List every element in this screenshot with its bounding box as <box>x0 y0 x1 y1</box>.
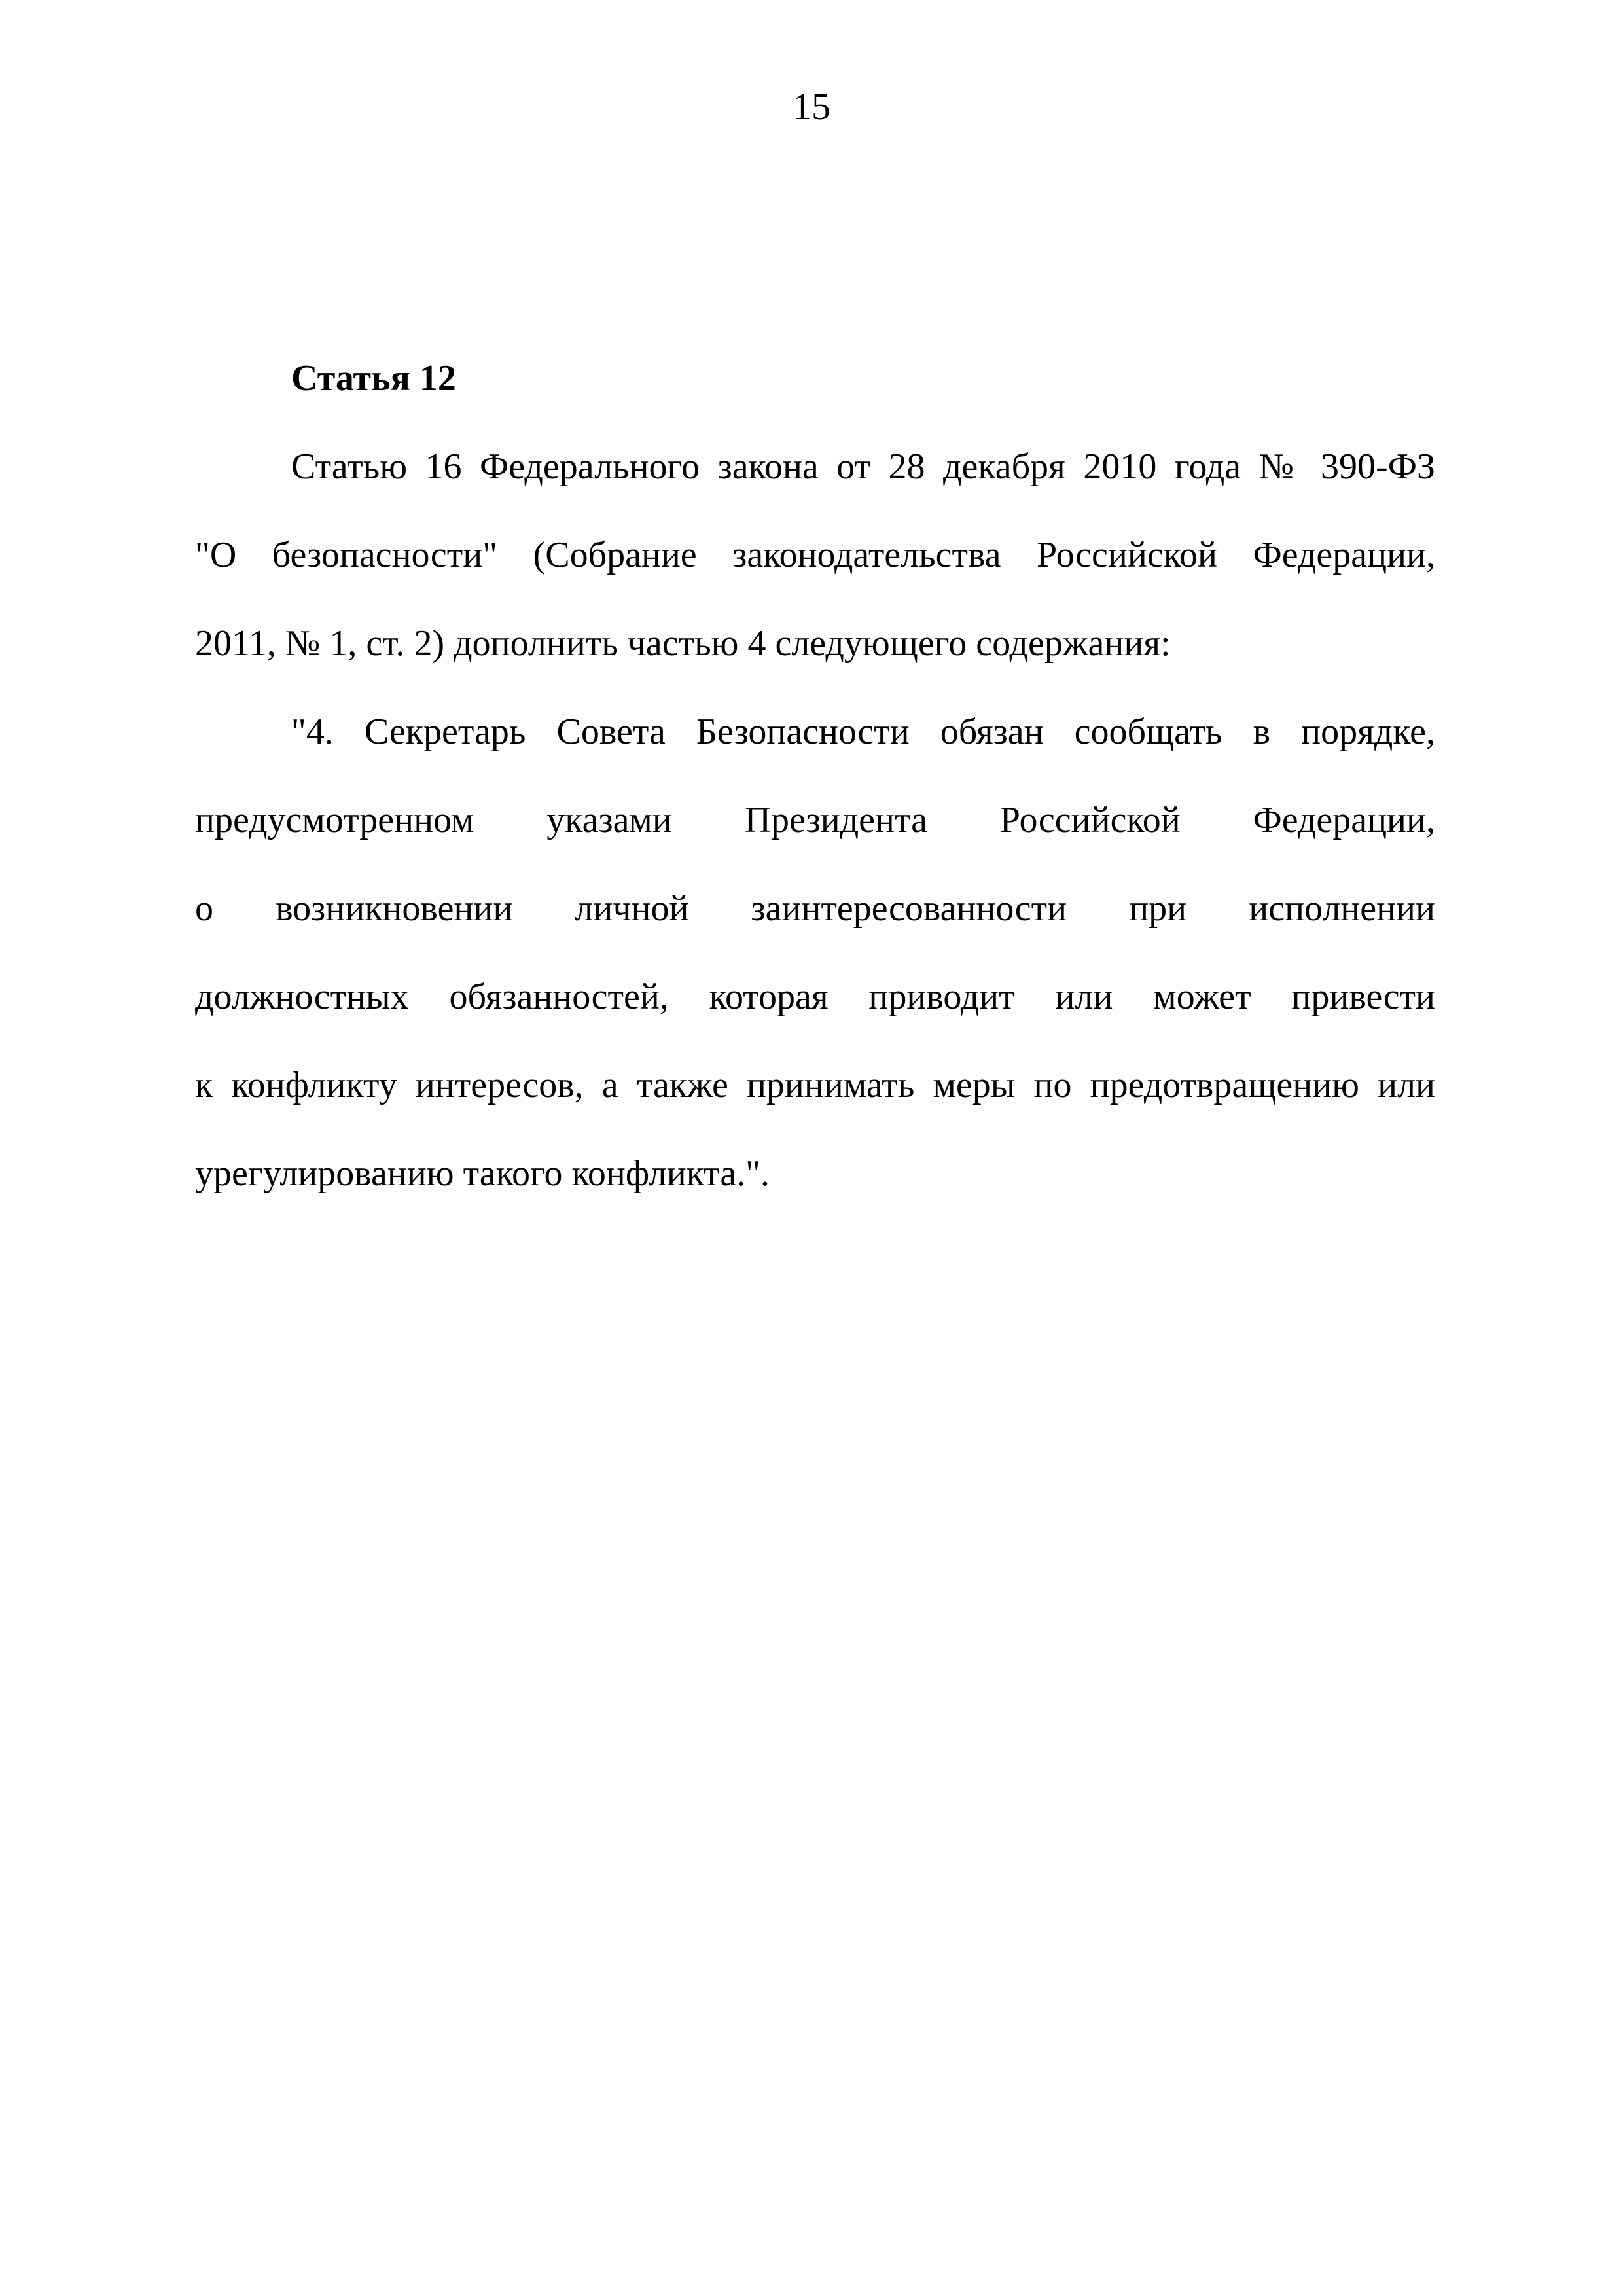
paragraph-line: 2011, № 1, ст. 2) дополнить частью 4 следующего содержания: <box>195 623 1171 664</box>
article-heading: Статья 12 <box>291 358 456 399</box>
paragraph-line: о возникновении личной заинтересованности при исполнении <box>195 888 1435 929</box>
page-number: 15 <box>793 85 830 128</box>
paragraph-line: урегулированию такого конфликта.". <box>195 1153 770 1194</box>
paragraph-line: Статью 16 Федерального закона от 28 декабря 2010 года № 390-ФЗ <box>291 446 1435 487</box>
paragraph-line: "О безопасности" (Собрание законодательства Российской Федерации, <box>195 535 1435 575</box>
paragraph-line: предусмотренном указами Президента Российской Федерации, <box>195 800 1435 840</box>
paragraph-line: должностных обязанностей, которая приводит или может привести <box>195 977 1435 1017</box>
paragraph-line: к конфликту интересов, а также принимать меры по предотвращению или <box>195 1065 1435 1105</box>
paragraph-line: "4. Секретарь Совета Безопасности обязан сообщать в порядке, <box>291 711 1435 752</box>
